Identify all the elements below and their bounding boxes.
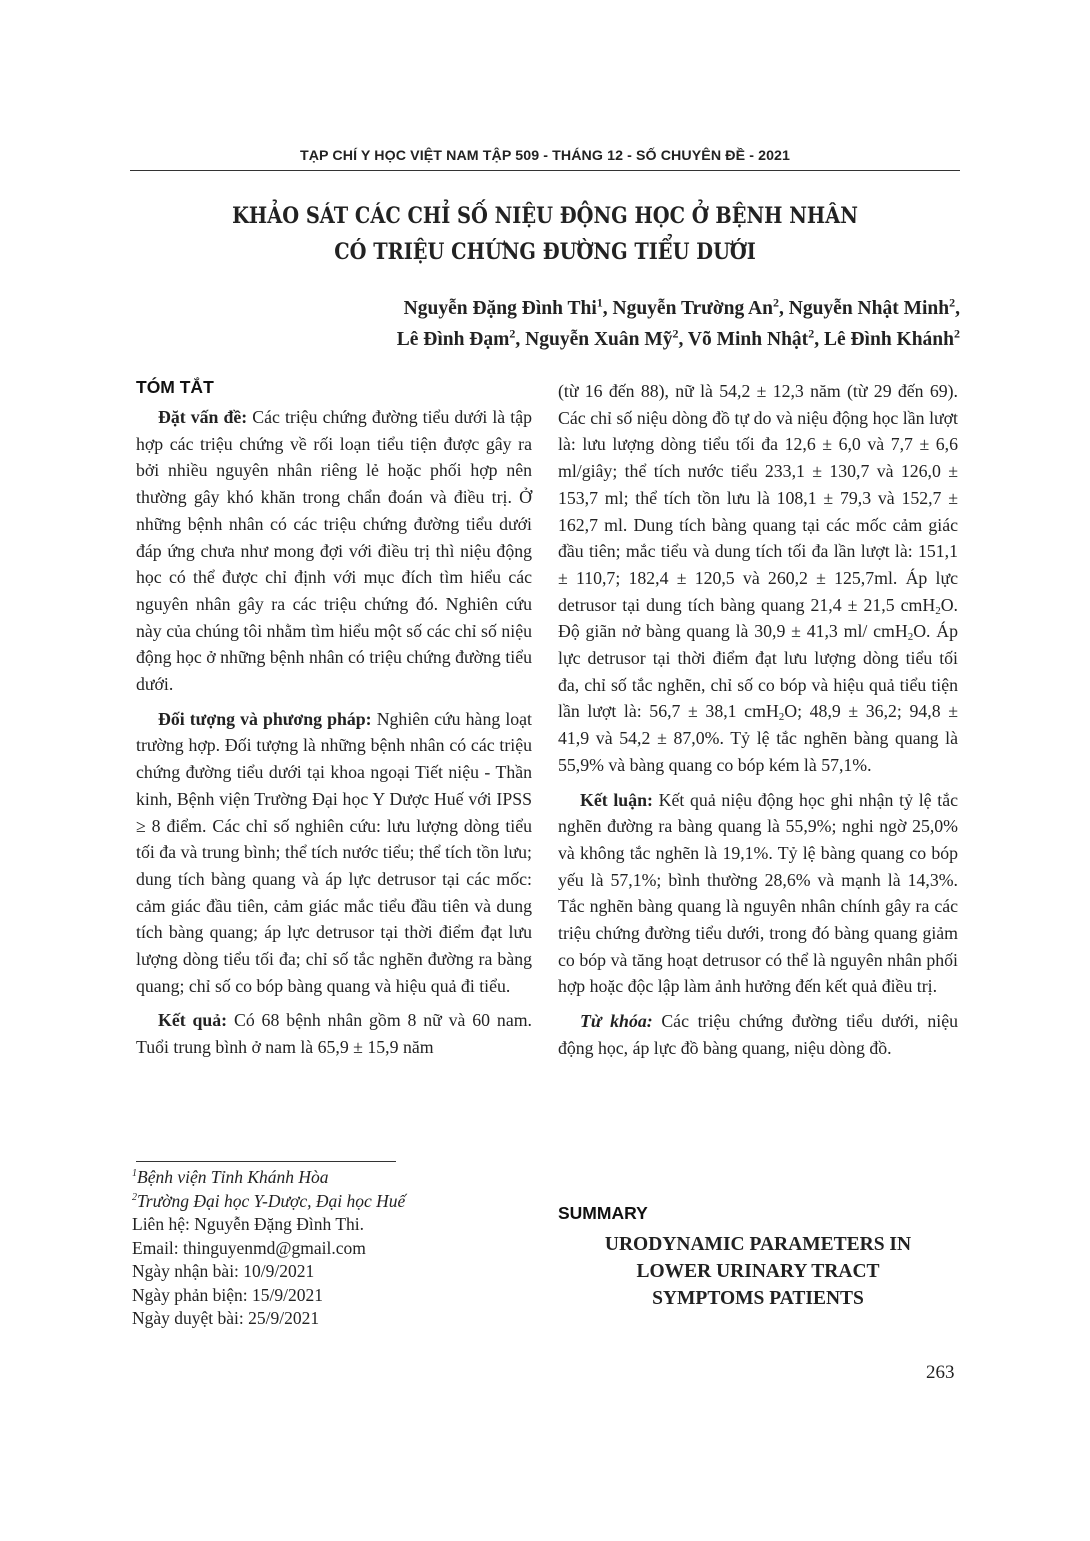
results-text-part: (từ 16 đến 88), nữ là 54,2 ± 12,3 năm (từ 29 đến 69). Các chỉ số niệu dòng đồ tự do và niệu động học lần lượt là: lưu lượng dòng tiểu tối đa 12,6 ± 6,0 và 7,7 ± 6,6 ml/giây; thể tích nước tiểu 233,1 ± 130,7 và 126,0 ± 153,7 ml; thể tích tồn lưu là 108,1 ± 79,3 và 152,7 ± 162,7 ml. Dung tích bàng quang tại các mốc cảm giác đầu tiên; mắc tiểu và dung tích tối đa lần lượt là: 151,1 ± 110,7; 182,4 ± 120,5 và 260,2 ± 125,7ml. Áp lực detrusor tại dung tích bàng quang 21,4 ± 21,5 cmH	[558, 381, 958, 615]
methods-paragraph	[136, 706, 532, 1000]
accepted-date: Ngày duyệt bài: 25/9/2021	[132, 1308, 320, 1328]
author-list	[200, 293, 960, 355]
conclusion-text: Kết quả niệu động học ghi nhận tỷ lệ tắc nghẽn đường ra bàng quang là 55,9%; nghi ngờ 25,0% và không tắc nghẽn là 19,1%. Tỷ lệ bàng quang co bóp yếu là 57,1%; bình thường 28,6% và mạnh là 14,3%. Tắc nghẽn bàng quang là nguyên nhân chính gây ra các triệu chứng đường tiểu dưới, trong đó bàng quang giảm co bóp và tăng hoạt detrusor có thể là nguyên nhân phối hợp hoặc độc lập làm ảnh hưởng đến kết quả điều trị.	[558, 789, 958, 997]
title-line-1: KHẢO SÁT CÁC CHỈ SỐ NIỆU ĐỘNG HỌC Ở BỆNH NHÂN	[232, 203, 858, 229]
article-title	[180, 198, 910, 270]
english-title-line-2: LOWER URINARY TRACT	[636, 1261, 880, 1282]
affiliation-1	[132, 1166, 532, 1190]
subscript: 2	[935, 604, 941, 617]
affiliation-2	[132, 1190, 532, 1214]
affiliation-mark: 2	[949, 295, 956, 310]
results-paragraph-start	[136, 1007, 532, 1060]
received-date: Ngày nhận bài: 10/9/2021	[132, 1261, 315, 1281]
affiliation-mark: 2	[132, 1191, 137, 1203]
results-text-part: O. Áp lực detrusor tại thời điểm đạt lưu lượng dòng tiểu tối đa, chỉ số tắc nghẽn, chỉ số co bóp và hiệu quả tiểu tiện lần lượt là: 56,7 ± 38,1 cmH	[558, 621, 958, 722]
affiliation-mark: 2	[672, 326, 679, 341]
affiliation-1-text: Bệnh viện Tỉnh Khánh Hòa	[137, 1167, 329, 1187]
results-text-start: Có 68 bệnh nhân gồm 8 nữ và 60 nam. Tuổi trung bình ở nam là 65,9 ± 15,9 năm	[136, 1010, 532, 1058]
keywords-label: Từ khóa:	[580, 1011, 653, 1032]
affiliation-2-text: Trường Đại học Y-Dược, Đại học Huế	[137, 1190, 406, 1211]
author-name: Nguyễn Nhật Minh	[788, 298, 950, 319]
subscript: 2	[907, 631, 914, 644]
english-title-line-3: SYMPTOMS PATIENTS	[652, 1288, 864, 1309]
page-number: 263	[926, 1362, 955, 1383]
conclusion-paragraph	[558, 787, 958, 1001]
affiliation-mark: 2	[773, 295, 779, 310]
background-label: Đặt vấn đề:	[158, 407, 248, 427]
abstract-heading: TÓM TẮT	[136, 377, 214, 397]
affiliation-mark: 1	[132, 1168, 137, 1180]
header-rule	[130, 170, 960, 171]
email-line: Email: thinguyenmd@gmail.com	[132, 1237, 366, 1258]
reviewed-date: Ngày phản biện: 15/9/2021	[132, 1284, 324, 1305]
author-separator: ,	[779, 298, 789, 319]
affiliation-mark: 2	[954, 326, 960, 341]
affiliation-mark: 2	[509, 326, 516, 341]
author-separator: ,	[814, 329, 824, 350]
journal-header: TẠP CHÍ Y HỌC VIỆT NAM TẬP 509 - THÁNG 12 - SỐ CHUYÊN ĐỀ - 2021	[299, 148, 791, 164]
footnote-rule	[136, 1161, 396, 1162]
author-name: Nguyễn Xuân Mỹ	[525, 329, 673, 350]
results-text-part: O; 48,9 ± 36,2; 94,8 ± 41,9 và 54,2 ± 87,0%. Tỷ lệ tắc nghẽn bàng quang là 55,9% và bàng quang co bóp kém là 57,1%.	[558, 701, 958, 775]
author-separator: ,	[678, 329, 688, 350]
author-name: Lê Đình Đạm	[396, 329, 510, 350]
author-line-2	[200, 324, 960, 355]
author-name: Lê Đình Khánh	[823, 329, 954, 350]
english-title-line-1: URODYNAMIC PARAMETERS IN	[604, 1234, 912, 1255]
background-paragraph	[136, 404, 532, 698]
conclusion-label: Kết luận:	[580, 789, 653, 810]
footnotes	[132, 1166, 532, 1331]
author-separator: ,	[602, 298, 613, 319]
affiliation-mark: 2	[808, 326, 815, 341]
subscript: 2	[778, 711, 785, 724]
author-name: Nguyễn Trường An	[612, 298, 773, 319]
right-column	[558, 378, 958, 1062]
results-paragraph-continued	[558, 378, 958, 779]
keywords-paragraph	[558, 1008, 958, 1061]
background-text: Các triệu chứng đường tiểu dưới là tập hợp các triệu chứng về rối loạn tiểu tiện được gây ra bởi nhiều nguyên nhân riêng lẻ hoặc phối hợp nên thường gây khó khăn trong chẩn đoán và điều trị. Ở những bệnh nhân có các triệu chứng đường tiểu dưới đáp ứng chưa như mong đợi với điều trị thì niệu động học có thể được chỉ định với mục đích tìm hiểu các nguyên nhân gây ra các triệu chứng đó. Nghiên cứu này của chúng tôi nhằm tìm hiểu một số các chỉ số niệu động học ở những bệnh nhân có triệu chứng đường tiểu dưới.	[136, 407, 532, 695]
author-name: Võ Minh Nhật	[687, 329, 809, 350]
author-separator: ,	[955, 298, 960, 319]
affiliation-mark: 1	[596, 295, 603, 310]
author-separator: ,	[515, 329, 526, 350]
left-column	[136, 374, 532, 1061]
results-label: Kết quả:	[158, 1010, 228, 1031]
summary-heading: SUMMARY	[558, 1203, 648, 1223]
methods-label: Đối tượng và phương pháp:	[158, 708, 372, 729]
english-title	[558, 1231, 958, 1312]
contact-line: Liên hệ: Nguyễn Đặng Đình Thi.	[132, 1214, 364, 1234]
keywords-text: Các triệu chứng đường tiểu dưới, niệu động học, áp lực đồ bàng quang, niệu dòng đồ.	[558, 1011, 958, 1058]
methods-text: Nghiên cứu hàng loạt trường hợp. Đối tượng là những bệnh nhân có các triệu chứng đường tiểu dưới tại khoa ngoại Tiết niệu - Thần kinh, Bệnh viện Trường Đại học Y Dược Huế với IPSS ≥ 8 điểm. Các chỉ số nghiên cứu: lưu lượng dòng tiểu tối đa và trung bình; thể tích nước tiểu; thể tích tồn lưu; dung tích bàng quang và áp lực detrusor tại các mốc: cảm giác đầu tiên, cảm giác mắc tiểu đầu tiên và dung tích bàng quang; áp lực detrusor tại thời điểm đạt lưu lượng dòng tiểu tối đa; chỉ số tắc nghẽn đường ra bàng quang; chỉ số co bóp bàng quang và hiệu quả đi tiểu.	[136, 708, 532, 996]
author-line-1	[200, 293, 960, 324]
results-text-part: O. Độ giãn nở bàng quang là 30,9 ± 41,3 ml/ cmH	[558, 594, 958, 642]
author-name: Nguyễn Đặng Đình Thi	[403, 298, 597, 319]
title-line-2: CÓ TRIỆU CHỨNG ĐƯỜNG TIỂU DƯỚI	[334, 239, 756, 265]
